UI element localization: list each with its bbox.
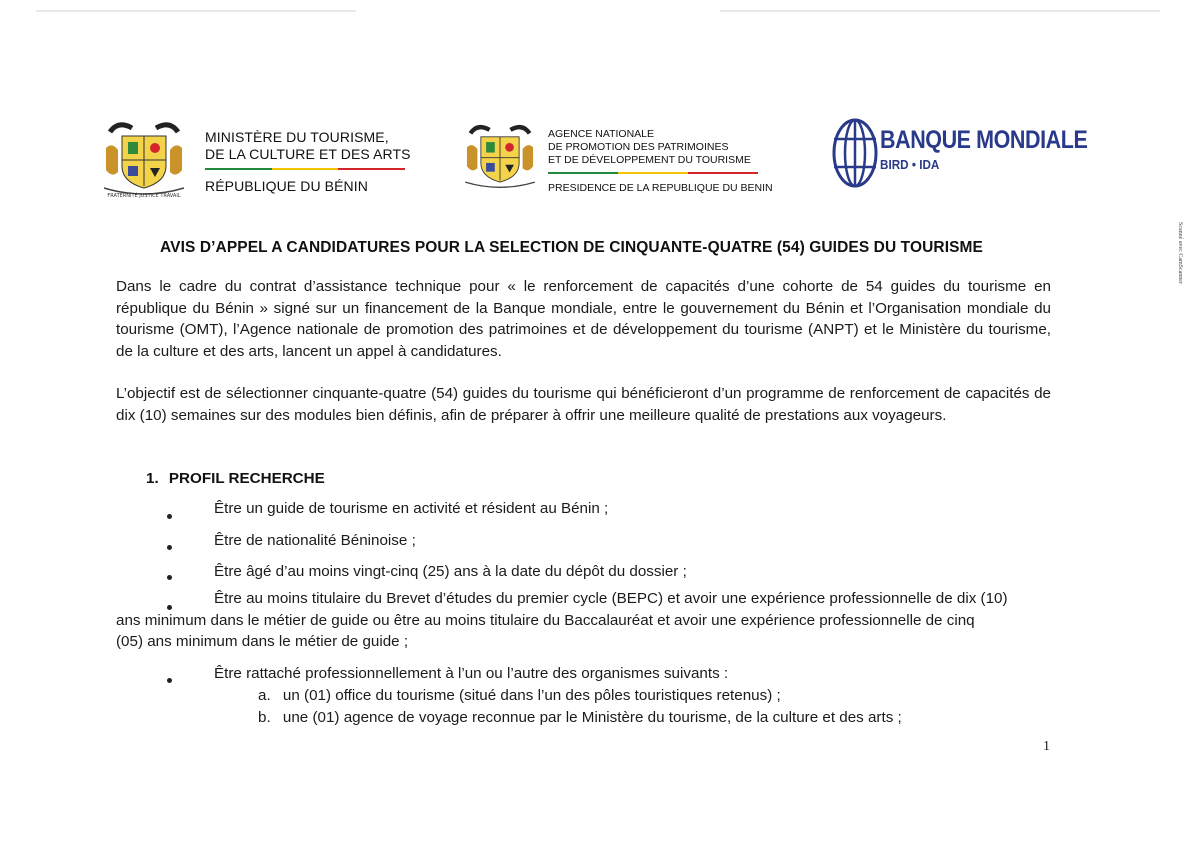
bullet-item: Être de nationalité Béninoise ;	[214, 532, 416, 549]
sub-list-item	[258, 685, 781, 707]
world-bank-sub: BIRD • IDA	[880, 157, 940, 172]
ministry-line1: MINISTÈRE DU TOURISME,	[205, 129, 389, 145]
bullet-item-multiline	[116, 588, 1056, 653]
paragraph-objective: L’objectif est de sélectionner cinquante-quatre (54) guides du tourisme qui bénéficieront d’un programme de renforcement de capacités de dix (10) semaines sur des modules bien définis, afin de préparer à offrir une meilleure qualité de prestations aux voyageurs.	[116, 385, 1051, 424]
bullet-marker	[167, 514, 172, 519]
paragraph-context: Dans le cadre du contrat d’assistance technique pour « le renforcement de capacités d’une cohorte de 54 guides du tourisme en république du Bénin » signé sur un financement de la Banque mondiale, entre le gouvernement du Bénin et l’Organisation mondiale du tourisme (OMT), l’Agence nationale de promotion des patrimoines et de développement du tourisme (ANPT) et le Ministère du tourisme, de la culture et des arts, lancent un appel à candidatures.	[116, 278, 1051, 360]
world-bank-globe-icon	[832, 117, 878, 189]
flag-divider	[205, 168, 405, 170]
agency-presidency: PRESIDENCE DE LA REPUBLIQUE DU BENIN	[548, 182, 773, 194]
bullet-marker	[167, 575, 172, 580]
scanner-stamp: Scanné avec CamScanner	[1177, 222, 1183, 284]
svg-text:FRATERNITÉ JUSTICE TRAVAIL: FRATERNITÉ JUSTICE TRAVAIL	[107, 193, 181, 198]
agency-line3: ET DE DÉVELOPPEMENT DU TOURISME	[548, 154, 751, 166]
benin-coat-of-arms-icon	[98, 118, 190, 198]
benin-coat-of-arms-icon	[460, 120, 540, 192]
agency-coat-of-arms	[460, 120, 540, 197]
section-heading	[146, 470, 325, 487]
sub-list-marker: a.	[258, 687, 271, 704]
bullet-line: ans minimum dans le métier de guide ou être au moins titulaire du Baccalauréat et avoir une expérience professionnelle de cinq	[116, 611, 975, 629]
scan-artifact-right	[720, 10, 1160, 12]
flag-divider	[548, 172, 758, 174]
agency-line1: AGENCE NATIONALE	[548, 128, 654, 140]
bullet-marker	[167, 678, 172, 683]
scan-artifact-left	[36, 10, 356, 12]
world-bank-logo	[832, 117, 878, 194]
ministry-coat-of-arms	[98, 118, 190, 203]
sub-list-marker: b.	[258, 709, 271, 726]
section-number: 1.	[146, 470, 159, 487]
section-label: PROFIL RECHERCHE	[168, 470, 325, 487]
sub-list-text: une (01) agence de voyage reconnue par le Ministère du tourisme, de la culture et des arts ;	[282, 709, 902, 726]
bullet-marker	[167, 545, 172, 550]
bullet-line: (05) ans minimum dans le métier de guide ;	[116, 633, 409, 650]
ministry-name	[205, 129, 411, 195]
sub-list-item	[258, 707, 902, 729]
agency-name	[548, 128, 773, 195]
world-bank-name: BANQUE MONDIALE	[880, 126, 1088, 154]
ministry-line2: DE LA CULTURE ET DES ARTS	[205, 146, 411, 162]
page-number: 1	[1043, 739, 1050, 754]
document-title: AVIS D’APPEL A CANDIDATURES POUR LA SELECTION DE CINQUANTE-QUATRE (54) GUIDES DU TOURISME	[160, 239, 983, 256]
bullet-line: Être au moins titulaire du Brevet d’études du premier cycle (BEPC) et avoir une expérience professionnelle de dix (10)	[214, 590, 1008, 607]
agency-line2: DE PROMOTION DES PATRIMOINES	[548, 141, 729, 153]
ministry-republic: RÉPUBLIQUE DU BÉNIN	[205, 178, 368, 194]
sub-list-text: un (01) office du tourisme (situé dans l’un des pôles touristiques retenus) ;	[282, 687, 781, 704]
bullet-item: Être âgé d’au moins vingt-cinq (25) ans à la date du dépôt du dossier ;	[214, 563, 687, 580]
bullet-item: Être rattaché professionnellement à l’un ou l’autre des organismes suivants :	[214, 665, 729, 682]
bullet-item: Être un guide de tourisme en activité et résident au Bénin ;	[214, 500, 609, 517]
world-bank-text	[880, 126, 1121, 172]
